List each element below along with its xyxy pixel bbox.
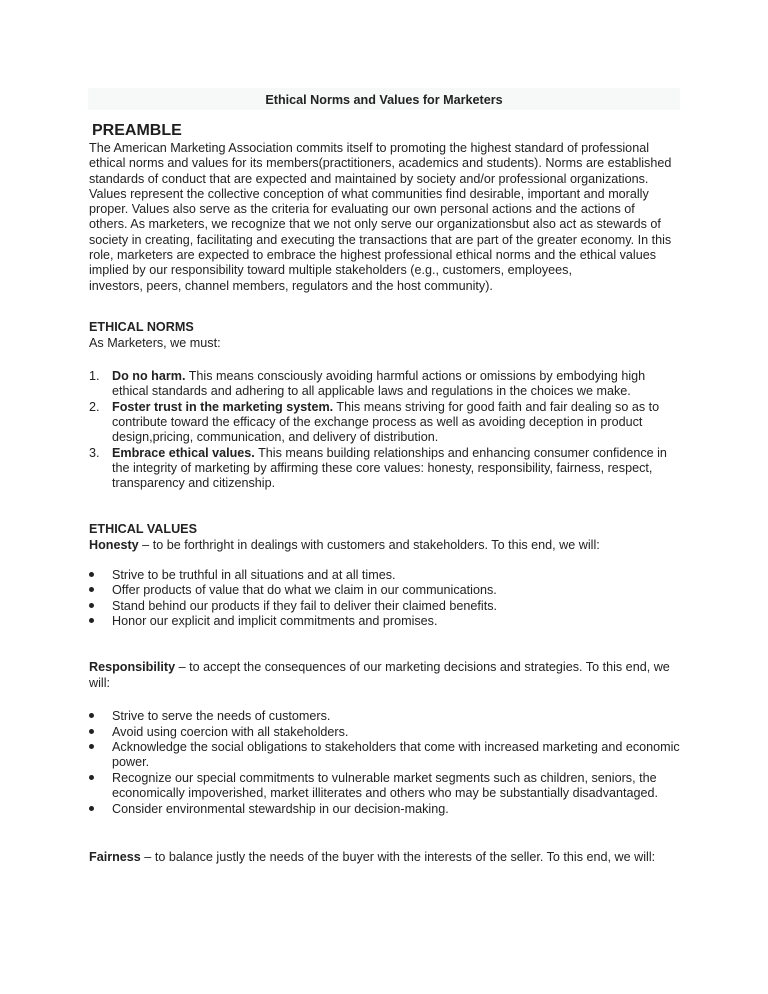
bullet-icon [89, 587, 94, 592]
responsibility-def-text: – to accept the consequences of our marketing decisions and strategies. To this end, we [175, 660, 670, 674]
preamble-line: The American Marketing Association commits itself to promoting the highest standard of professional [89, 141, 649, 155]
fairness-definition [89, 850, 655, 865]
norm-line: ethical standards and adhering to all applicable laws and regulations in the choices we make. [112, 384, 631, 399]
bullet-text [112, 583, 497, 598]
bullet-icon [89, 618, 94, 623]
bullet-icon [89, 775, 94, 780]
preamble-line: standards of conduct that are expected and maintained by society and/or professional organizations. [89, 171, 649, 186]
honesty-term: Honesty [89, 538, 139, 552]
bullet-line: power. [112, 755, 150, 770]
preamble-heading: PREAMBLE [92, 122, 182, 139]
bullet-text [112, 771, 658, 802]
preamble-line: implied by our responsibility toward multiple stakeholders (e.g., customers, employees, [89, 263, 572, 278]
norm-title: Foster trust in the marketing system. [112, 399, 334, 414]
document-title: Ethical Norms and Values for Marketers [265, 93, 503, 107]
bullet-text [112, 614, 437, 629]
norm-desc: This means building relationships and enhancing consumer confidence in [254, 445, 667, 460]
honesty-definition [89, 538, 600, 553]
norm-text [112, 400, 659, 446]
fairness-def-text: – to balance justly the needs of the buyer with the interests of the seller. To this end, we will: [140, 850, 656, 864]
preamble-line: Values represent the collective conception of what communities find desirable, important and morally [89, 186, 649, 201]
preamble-line: ethical norms and values for its members(practitioners, academics and students). Norms are established [89, 156, 672, 171]
norm-line: design,pricing, communication, and delivery of distribution. [112, 430, 439, 445]
norm-desc: This means striving for good faith and fair dealing so as to [333, 399, 660, 414]
responsibility-definition [89, 660, 670, 675]
norm-number: 3. [89, 445, 100, 460]
bullet-text [112, 802, 449, 817]
norm-line: the integrity of marketing by affirming these core values: honesty, responsibility, fairness, respect, [112, 460, 653, 475]
bullet-line: Strive to serve the needs of customers. [112, 709, 331, 723]
norm-first-line [112, 400, 659, 415]
fairness-term: Fairness [89, 850, 141, 864]
bullet-line: Consider environmental stewardship in our decision-making. [112, 802, 449, 816]
norm-title: Do no harm. [112, 369, 186, 383]
bullet-line: Strive to be truthful in all situations and at all times. [112, 568, 396, 582]
bullet-icon [89, 744, 94, 749]
bullet-icon [89, 713, 94, 718]
bullet-text [112, 709, 330, 724]
ethical-norms-heading: ETHICAL NORMS [89, 320, 194, 334]
bullet-line: Honor our explicit and implicit commitments and promises. [112, 613, 438, 628]
preamble-line: proper. Values also serve as the criteria for evaluating our own personal actions and the actions of [89, 202, 635, 217]
ethical-values-heading: ETHICAL VALUES [89, 522, 197, 536]
norm-first-line [112, 369, 645, 384]
norm-line: contribute toward the efficacy of the exchange process as well as avoiding deception in product [112, 414, 643, 429]
preamble-line: investors, peers, channel members, regulators and the host community). [89, 278, 493, 293]
bullet-icon [89, 603, 94, 608]
preamble-paragraph [89, 141, 671, 294]
bullet-text [112, 599, 497, 614]
preamble-line: society in creating, facilitating and executing the transactions that are part of the greater economy. In this [89, 232, 672, 247]
bullet-line: Stand behind our products if they fail to deliver their claimed benefits. [112, 598, 498, 613]
preamble-line: role, marketers are expected to embrace the highest professional ethical norms and the ethical values [89, 248, 657, 263]
norm-line: transparency and citizenship. [112, 476, 276, 491]
bullet-text [112, 568, 396, 583]
norm-title: Embrace ethical values. [112, 445, 255, 460]
norm-number: 2. [89, 399, 100, 414]
bullet-icon [89, 729, 94, 734]
bullet-line: Recognize our special commitments to vulnerable market segments such as children, seniors, the [112, 771, 657, 786]
norm-first-line [112, 446, 667, 461]
norm-desc: This means consciously avoiding harmful actions or omissions by embodying high [185, 369, 646, 383]
norm-text [112, 446, 667, 492]
bullet-line: Acknowledge the social obligations to stakeholders that come with increased marketing and economic [112, 740, 680, 755]
norms-intro: As Marketers, we must: [89, 336, 221, 350]
bullet-line: economically impoverished, market illiterates and others who may be substantially disadvantaged. [112, 786, 659, 801]
honesty-def-text: – to be forthright in dealings with customers and stakeholders. To this end, we will: [138, 538, 600, 552]
responsibility-term: Responsibility [89, 660, 176, 674]
bullet-text [112, 740, 680, 771]
preamble-line: others. As marketers, we recognize that we not only serve our organizationsbut also act as stewards of [89, 217, 661, 232]
responsibility-def-cont: will: [89, 676, 110, 690]
norm-text [112, 369, 645, 400]
bullet-icon [89, 806, 94, 811]
bullet-text [112, 725, 348, 740]
norm-number: 1. [89, 369, 100, 383]
bullet-line: Avoid using coercion with all stakeholders. [112, 724, 349, 739]
bullet-line: Offer products of value that do what we claim in our communications. [112, 583, 497, 598]
bullet-icon [89, 572, 94, 577]
